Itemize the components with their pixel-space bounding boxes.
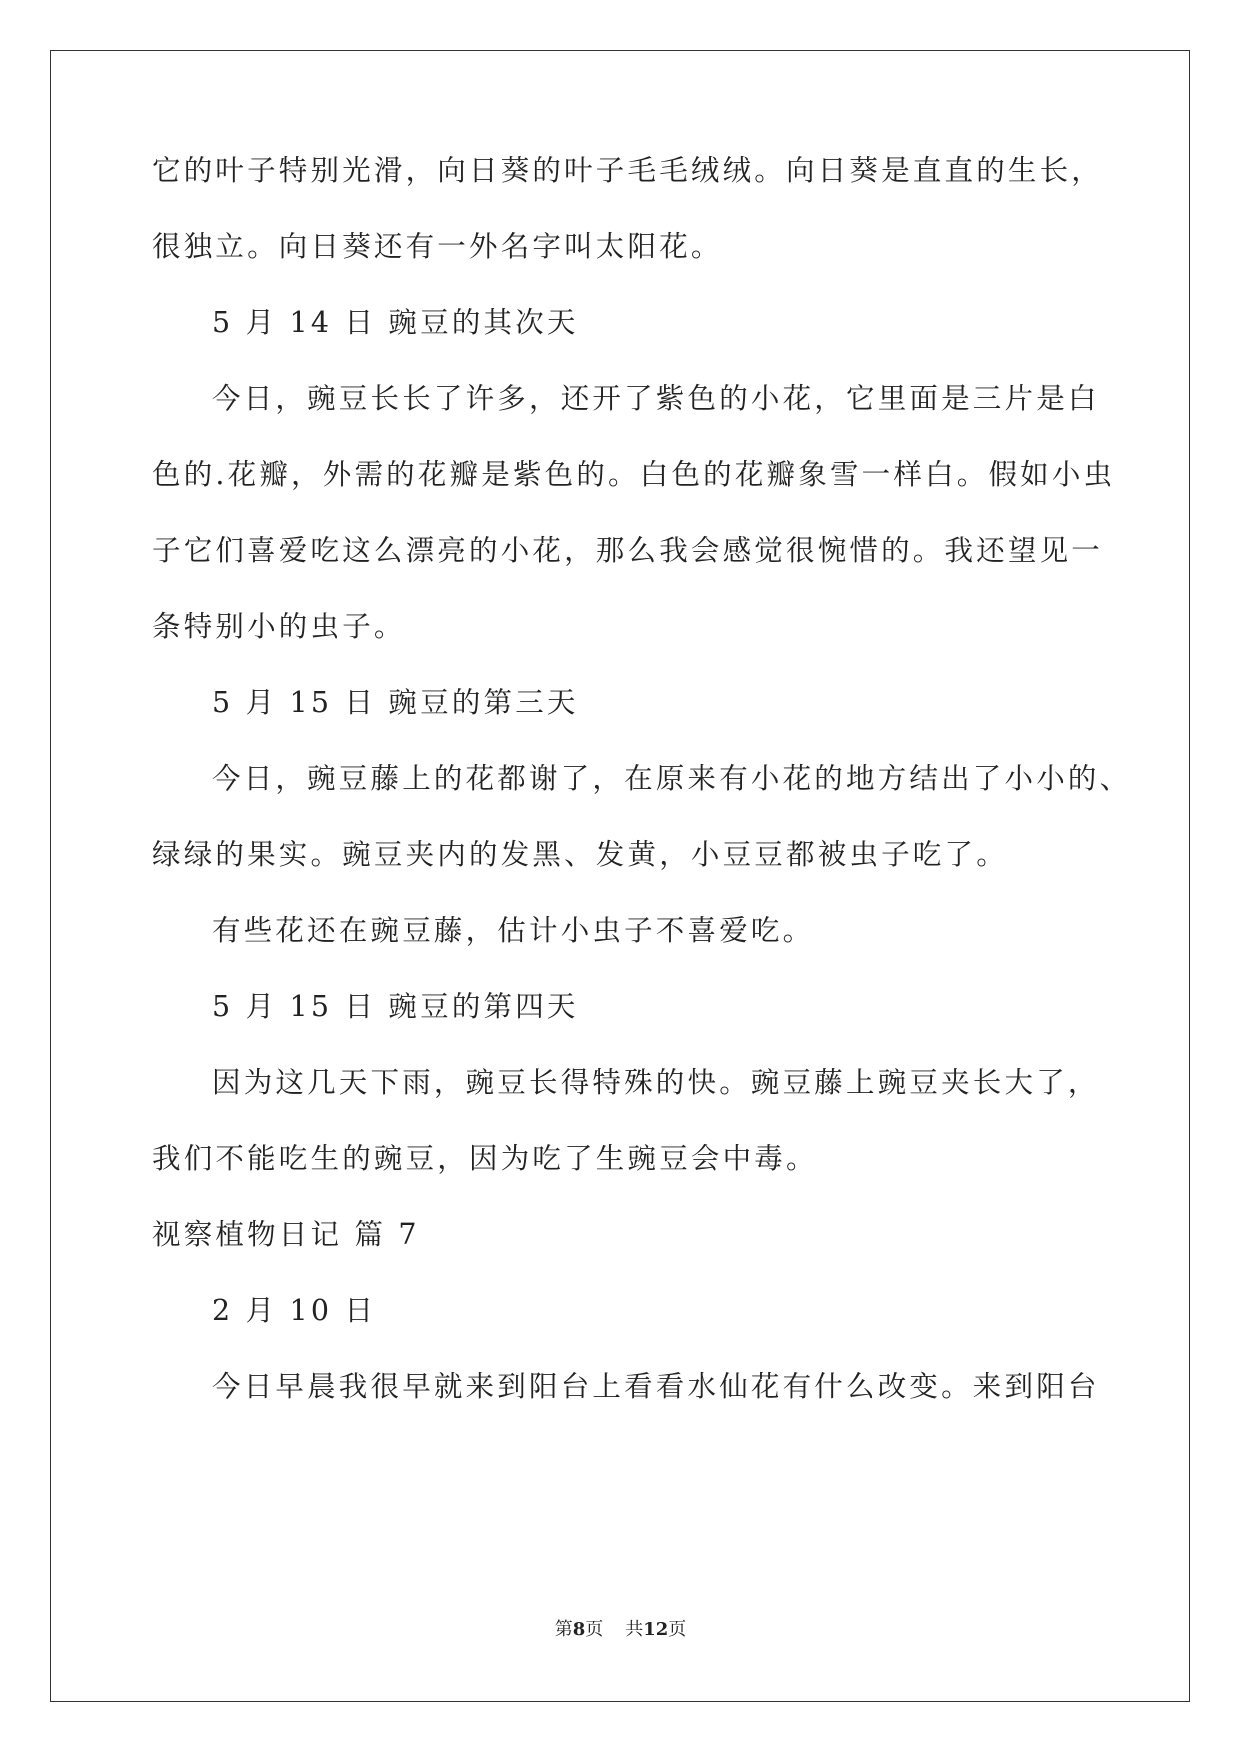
paragraph-line: 子它们喜爱吃这么漂亮的小花，那么我会感觉很惋惜的。我还望见一 (152, 534, 1104, 567)
entry-heading: 5 月 15 日 豌豆的第三天 (212, 686, 579, 719)
entry-heading: 5 月 15 日 豌豆的第四天 (212, 990, 579, 1023)
entry-heading: 2 月 10 日 (212, 1294, 377, 1327)
entry-heading: 5 月 14 日 豌豆的其次天 (212, 306, 579, 339)
paragraph-line: 今日早晨我很早就来到阳台上看看水仙花有什么改变。来到阳台 (212, 1370, 1100, 1403)
paragraph-line: 它的叶子特别光滑，向日葵的叶子毛毛绒绒。向日葵是直直的生长， (152, 154, 1104, 187)
page-unit: 页 (585, 1619, 604, 1640)
paragraph-line: 很独立。向日葵还有一外名字叫太阳花。 (152, 230, 723, 263)
total-prefix: 共 (625, 1619, 644, 1640)
page-current: 8 (572, 1619, 586, 1640)
paragraph-line: 有些花还在豌豆藤，估计小虫子不喜爱吃。 (212, 914, 815, 947)
paragraph-line: 色的.花瓣，外需的花瓣是紫色的。白色的花瓣象雪一样白。假如小虫 (152, 458, 1116, 491)
page-footer (0, 1618, 1241, 1642)
paragraph-line: 今日，豌豆长长了许多，还开了紫色的小花，它里面是三片是白 (212, 382, 1100, 415)
page-prefix: 第 (554, 1619, 573, 1640)
section-title: 视察植物日记 篇 7 (152, 1218, 420, 1251)
page-border (50, 50, 1190, 1702)
paragraph-line: 今日，豌豆藤上的花都谢了，在原来有小花的地方结出了小小的、 (212, 762, 1132, 795)
paragraph-line: 条特别小的虫子。 (152, 610, 406, 643)
page-total: 12 (643, 1619, 669, 1640)
paragraph-line: 绿绿的果实。豌豆夹内的发黑、发黄，小豆豆都被虫子吃了。 (152, 838, 1008, 871)
total-unit: 页 (668, 1619, 687, 1640)
paragraph-line: 我们不能吃生的豌豆，因为吃了生豌豆会中毒。 (152, 1142, 818, 1175)
paragraph-line: 因为这几天下雨，豌豆长得特殊的快。豌豆藤上豌豆夹长大了， (212, 1066, 1100, 1099)
